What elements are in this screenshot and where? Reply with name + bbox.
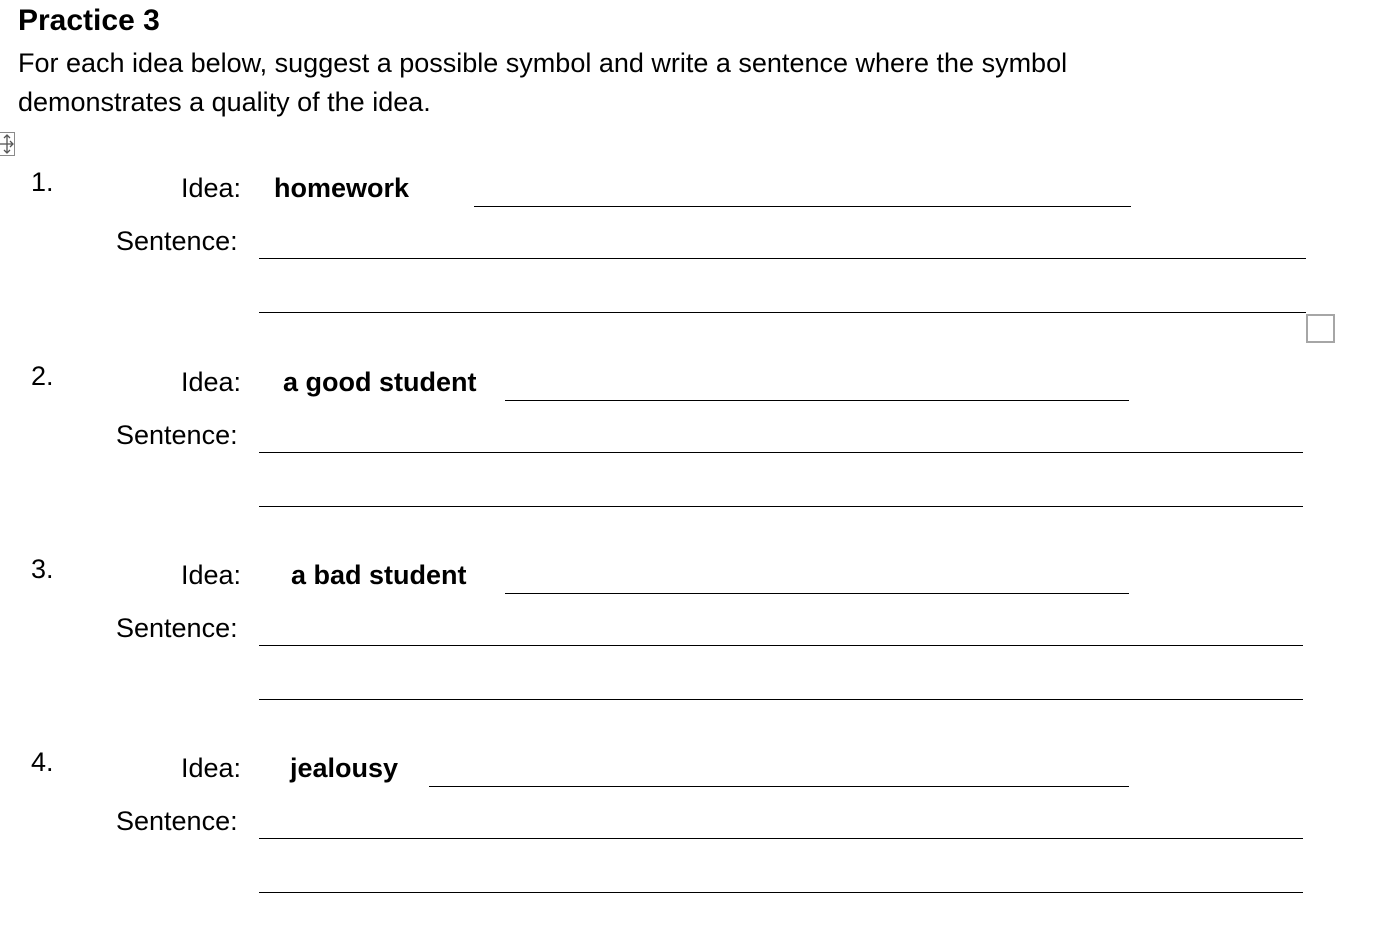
item-number: 1. xyxy=(31,167,54,197)
idea-label: Idea: xyxy=(181,173,242,203)
practice-item xyxy=(0,553,1390,733)
sentence-answer-line[interactable] xyxy=(259,452,1303,453)
symbol-answer-line[interactable] xyxy=(474,206,1131,207)
sentence-answer-line[interactable] xyxy=(259,258,1306,259)
sentence-answer-line-2[interactable] xyxy=(259,506,1303,507)
sentence-answer-line[interactable] xyxy=(259,645,1303,646)
idea-label: Idea: xyxy=(181,753,242,783)
item-number: 3. xyxy=(31,554,54,584)
symbol-answer-line[interactable] xyxy=(505,593,1129,594)
page-title: Practice 3 xyxy=(18,4,160,37)
practice-item xyxy=(0,166,1390,346)
sentence-answer-line-2[interactable] xyxy=(259,312,1306,313)
sentence-label: Sentence: xyxy=(116,613,238,643)
idea-value: a good student xyxy=(283,367,477,397)
sentence-label: Sentence: xyxy=(116,226,238,256)
sentence-answer-line[interactable] xyxy=(259,838,1303,839)
sentence-label: Sentence: xyxy=(116,806,238,836)
symbol-answer-line[interactable] xyxy=(505,400,1129,401)
sentence-label: Sentence: xyxy=(116,420,238,450)
idea-value: a bad student xyxy=(291,560,467,590)
idea-label: Idea: xyxy=(181,367,242,397)
sentence-answer-line-2[interactable] xyxy=(259,699,1303,700)
practice-item xyxy=(0,360,1390,540)
item-number: 4. xyxy=(31,747,54,777)
idea-value: homework xyxy=(274,173,410,203)
instructions-text: For each idea below, suggest a possible symbol and write a sentence where the symbol demonstrates a quality of the idea. xyxy=(18,48,1068,117)
symbol-answer-line[interactable] xyxy=(429,786,1129,787)
practice-item xyxy=(0,746,1390,926)
move-cross-icon[interactable] xyxy=(0,132,15,156)
sentence-answer-line-2[interactable] xyxy=(259,892,1303,893)
idea-value: jealousy xyxy=(290,753,399,783)
item-number: 2. xyxy=(31,361,54,391)
idea-label: Idea: xyxy=(181,560,242,590)
